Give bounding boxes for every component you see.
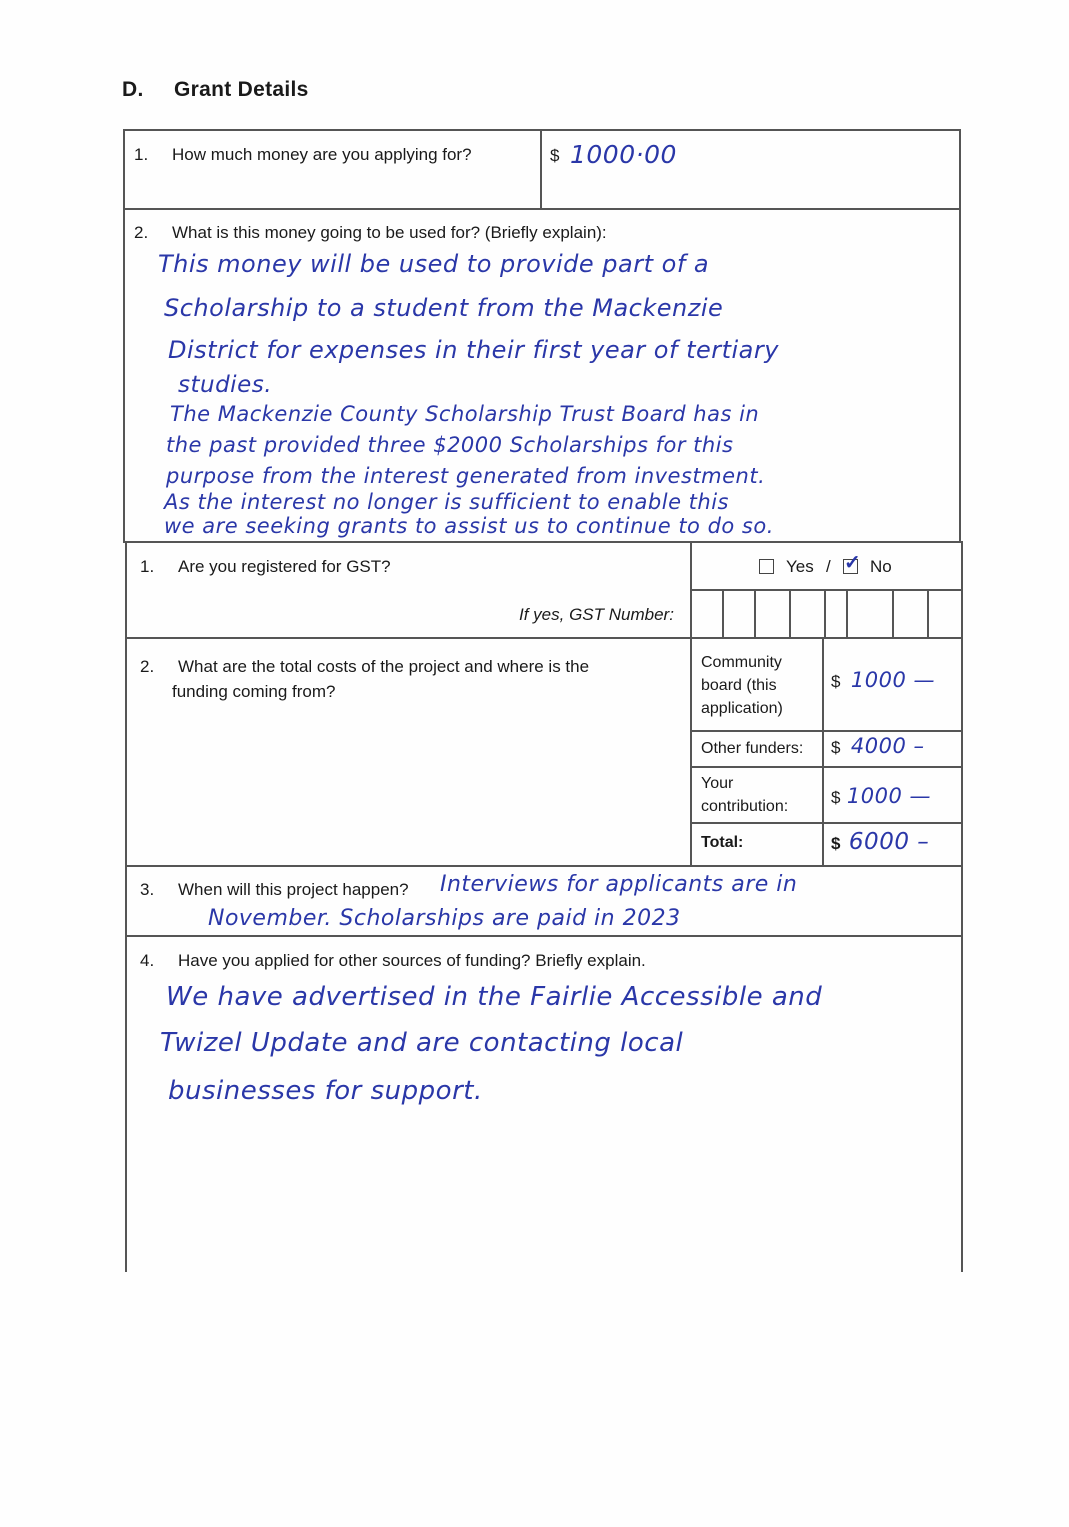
your-contribution-label [701, 772, 788, 818]
answer-line: purpose from the interest generated from investment. [166, 464, 766, 488]
amount-value: 1000·00 [570, 140, 677, 169]
usage-answer-field[interactable] [158, 250, 953, 538]
gst-number-field[interactable] [690, 589, 961, 637]
costs-label-line2: funding coming from? [172, 682, 336, 701]
q3-label: When will this project happen? [178, 880, 409, 899]
section-letter: D. [122, 78, 144, 101]
answer-line: Scholarship to a student from the Mackenzie [164, 294, 724, 322]
gst-number-label: If yes, GST Number: [519, 605, 674, 624]
costs-row-divider-3 [690, 822, 961, 824]
yes-label: Yes [786, 557, 814, 576]
amount-field[interactable] [550, 140, 950, 200]
gst-question [140, 557, 391, 577]
q1-number: 1. [134, 145, 149, 164]
table1-col-divider [540, 129, 542, 208]
yes-checkbox[interactable] [759, 559, 774, 574]
answer-line: Twizel Update and are contacting local [160, 1028, 684, 1058]
costs-row-divider-1 [690, 730, 961, 732]
table1-left-border [123, 129, 125, 542]
costs-label-line1: What are the total costs of the project and where is the [178, 657, 590, 676]
label-line: contribution: [701, 798, 789, 815]
other-funders-label [701, 737, 803, 760]
total-amount[interactable] [831, 829, 956, 855]
answer-line: The Mackenzie County Scholarship Trust Board has in [170, 402, 760, 426]
q2-label: What is this money going to be used for? (Briefly explain): [172, 223, 607, 242]
label-line: Your [701, 775, 734, 792]
amount-value: 4000 – [850, 734, 925, 758]
table1-top-border [123, 129, 960, 131]
section-heading: Grant Details [174, 78, 309, 101]
q1-question [134, 145, 472, 165]
q2-question [134, 223, 607, 243]
table2-left-border [125, 541, 127, 1272]
currency-symbol: $ [831, 834, 841, 853]
answer-line: businesses for support. [168, 1076, 483, 1106]
section-title [122, 78, 309, 102]
amount-value: 1000 — [846, 784, 932, 808]
answer-line: This money will be used to provide part of a [158, 250, 710, 278]
checkmark-icon: ✓ [844, 552, 861, 574]
label-line: board (this [701, 677, 777, 694]
gst-number: 1. [140, 557, 155, 576]
q3-row-bottom [125, 935, 962, 937]
q2-number: 2. [134, 223, 149, 242]
gst-row-bottom [125, 637, 962, 639]
other-funders-amount[interactable] [831, 734, 956, 758]
answer-line: Interviews for applicants are in [440, 872, 798, 897]
answer-line: District for expenses in their first year of tertiary [168, 336, 779, 364]
separator: / [826, 557, 831, 576]
gst-box-divider [927, 589, 929, 637]
gst-box-divider [754, 589, 756, 637]
community-board-amount[interactable] [831, 668, 956, 692]
gst-box-divider [789, 589, 791, 637]
answer-line: studies. [178, 372, 273, 398]
answer-line: As the interest no longer is sufficient to enable this [164, 490, 729, 514]
community-board-label [701, 651, 783, 720]
label-line: Total: [701, 834, 744, 851]
costs-number: 2. [140, 657, 155, 676]
currency-symbol: $ [550, 146, 560, 165]
answer-line: We have advertised in the Fairlie Accessible and [166, 982, 823, 1012]
total-label [701, 831, 743, 854]
amount-value: 6000 – [848, 829, 930, 855]
costs-col-divider [822, 637, 824, 865]
costs-question [140, 654, 589, 704]
table1-right-border [959, 129, 961, 542]
label-line: Community [701, 654, 782, 671]
table2-right-border [961, 541, 963, 1272]
q4-number: 4. [140, 951, 155, 970]
currency-symbol: $ [831, 788, 841, 807]
other-funding-answer-field[interactable] [160, 982, 955, 1267]
q3-question [140, 880, 409, 900]
costs-row-bottom [125, 865, 962, 867]
q1-label: How much money are you applying for? [172, 145, 472, 164]
q4-question [140, 951, 646, 971]
your-contribution-amount[interactable] [831, 784, 956, 808]
answer-line: the past provided three $2000 Scholarships for this [166, 433, 734, 457]
gst-box-divider [824, 589, 826, 637]
q4-label: Have you applied for other sources of funding? Briefly explain. [178, 951, 646, 970]
table1-row-divider [123, 208, 960, 210]
currency-symbol: $ [831, 672, 841, 691]
gst-box-divider [846, 589, 848, 637]
label-line: Other funders: [701, 740, 804, 757]
gst-label: Are you registered for GST? [178, 557, 391, 576]
q3-number: 3. [140, 880, 155, 899]
answer-line: November. Scholarships are paid in 2023 [208, 906, 681, 931]
gst-yes-no [758, 552, 908, 580]
amount-value: 1000 — [850, 668, 936, 692]
no-label: No [870, 557, 892, 576]
gst-box-divider [892, 589, 894, 637]
label-line: application) [701, 700, 783, 717]
table2-top-border [123, 541, 962, 543]
costs-row-divider-2 [690, 766, 961, 768]
gst-box-divider [722, 589, 724, 637]
currency-symbol: $ [831, 738, 841, 757]
answer-line: we are seeking grants to assist us to continue to do so. [164, 514, 774, 538]
